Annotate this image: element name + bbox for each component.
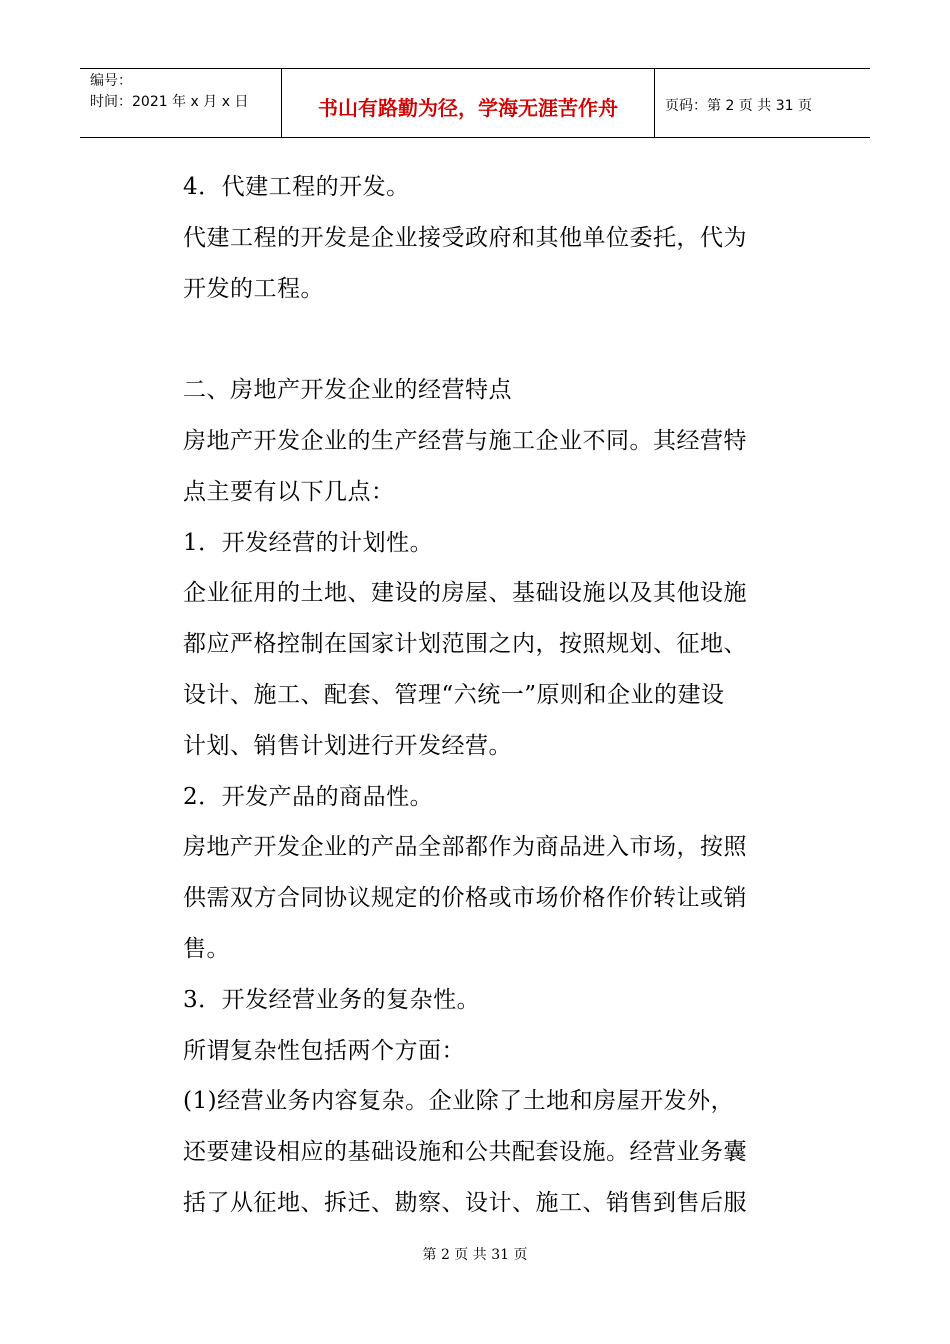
body-line: 1．开发经营的计划性。 [183,529,434,556]
body-line: 开发的工程。 [183,275,324,302]
body-line: 4．代建工程的开发。 [183,174,410,200]
document-number-label: 编号： [90,73,132,89]
body-line: 括了从征地、拆迁、勘察、设计、施工、销售到售后服 [183,1189,747,1216]
body-line: 3．开发经营业务的复杂性。 [183,986,481,1013]
header-meta [80,69,282,137]
body-line: 点主要有以下几点： [183,478,395,505]
page-header [80,68,870,138]
header-motto: 书山有路勤为径，学海无涯苦作舟 [282,69,655,137]
header-page-info: 页码：第 2 页 共 31 页 [665,98,812,114]
body-line: 都应严格控制在国家计划范围之内，按照规划、征地、 [183,631,747,658]
blank-line [183,314,823,365]
body-line: 二、房地产开发企业的经营特点 [183,377,512,404]
body-line: 房地产开发企业的产品全部都作为商品进入市场，按照 [183,834,747,861]
body-line: (1)经营业务内容复杂。企业除了土地和房屋开发外， [183,1088,735,1115]
body-line: 2．开发产品的商品性。 [183,783,434,810]
document-date: 时间：2021 年 x 月 x 日 [90,94,249,110]
body-line: 所谓复杂性包括两个方面： [183,1037,465,1064]
body-line: 计划、销售计划进行开发经营。 [183,732,512,759]
page-footer: 第 2 页 共 31 页 [422,1247,528,1263]
body-line: 售。 [183,935,230,962]
body-line: 房地产开发企业的生产经营与施工企业不同。其经营特 [183,427,747,454]
body-line: 供需双方合同协议规定的价格或市场价格作价转让或销 [183,885,747,912]
document-body [183,162,823,1229]
body-line: 还要建设相应的基础设施和公共配套设施。经营业务囊 [183,1139,747,1166]
body-line: 设计、施工、配套、管理“六统一”原则和企业的建设 [183,681,725,708]
body-line: 企业征用的土地、建设的房屋、基础设施以及其他设施 [183,580,747,607]
body-line: 代建工程的开发是企业接受政府和其他单位委托，代为 [183,224,747,251]
